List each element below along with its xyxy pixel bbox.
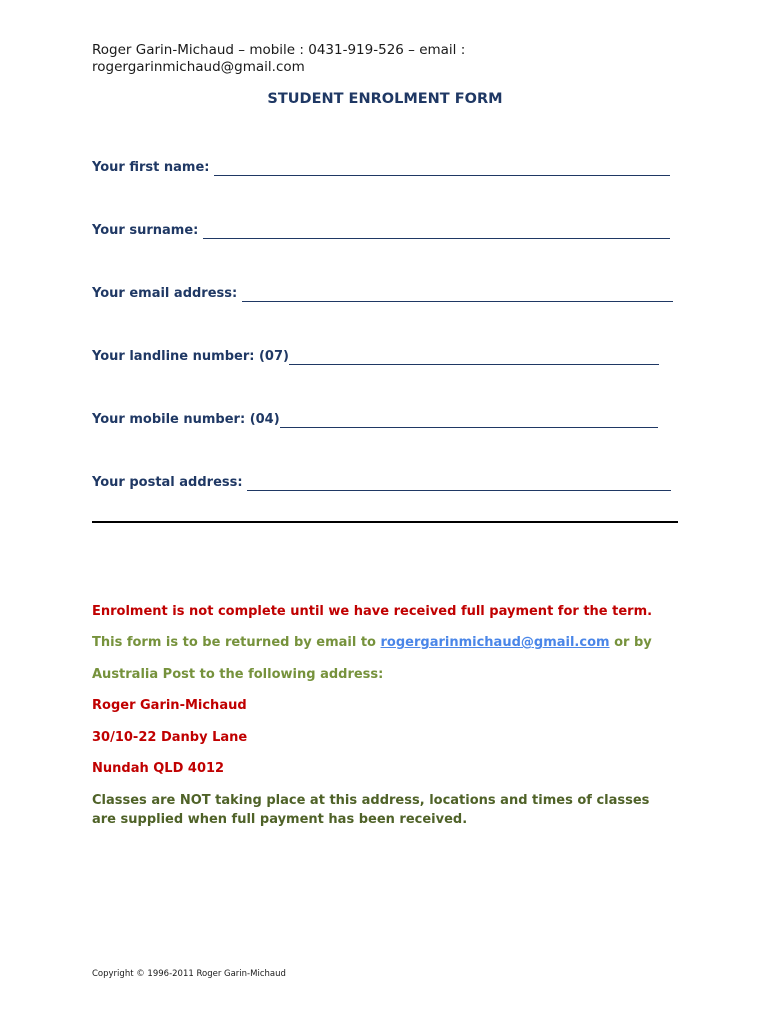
- page-title: STUDENT ENROLMENT FORM: [267, 91, 503, 107]
- field-email-blank[interactable]: [242, 289, 673, 302]
- field-email-label: Your email address:: [92, 286, 242, 301]
- header-contact-line-1: Roger Garin-Michaud – mobile : 0431-919-526 – email :: [92, 42, 466, 58]
- footer-copyright: Copyright © 1996-2011 Roger Garin-Michaud: [92, 969, 286, 979]
- field-first-name: [92, 160, 670, 176]
- field-surname: [92, 223, 670, 239]
- field-first-name-blank[interactable]: [214, 163, 670, 176]
- classes-note: Classes are NOT taking place at this address, locations and times of classes are supplied when full payment has been received.: [92, 793, 650, 827]
- field-landline-blank[interactable]: [289, 352, 659, 365]
- field-postal-address: [92, 475, 671, 491]
- return-email-link[interactable]: rogergarinmichaud@gmail.com: [380, 635, 610, 650]
- post-instructions: Australia Post to the following address:: [92, 667, 384, 682]
- section-divider: [92, 521, 678, 523]
- field-postal-address-label: Your postal address:: [92, 475, 248, 490]
- field-first-name-label: Your first name:: [92, 160, 214, 175]
- return-prefix: This form is to be returned by email to: [92, 635, 381, 650]
- field-mobile: [92, 412, 658, 428]
- return-suffix: or by: [609, 635, 652, 650]
- return-instructions: [92, 633, 682, 652]
- field-mobile-label: Your mobile number: (04): [92, 412, 280, 427]
- field-landline-label: Your landline number: (07): [92, 349, 289, 364]
- address-street: 30/10-22 Danby Lane: [92, 730, 248, 745]
- field-surname-blank[interactable]: [203, 226, 670, 239]
- field-mobile-blank[interactable]: [280, 415, 658, 428]
- completion-note: Enrolment is not complete until we have received full payment for the term.: [92, 604, 653, 619]
- field-surname-label: Your surname:: [92, 223, 203, 238]
- address-city: Nundah QLD 4012: [92, 761, 225, 776]
- field-landline: [92, 349, 659, 365]
- field-postal-address-blank[interactable]: [247, 478, 671, 491]
- header-contact-email: rogergarinmichaud@gmail.com: [92, 59, 305, 75]
- field-email: [92, 286, 673, 302]
- address-name: Roger Garin-Michaud: [92, 698, 247, 713]
